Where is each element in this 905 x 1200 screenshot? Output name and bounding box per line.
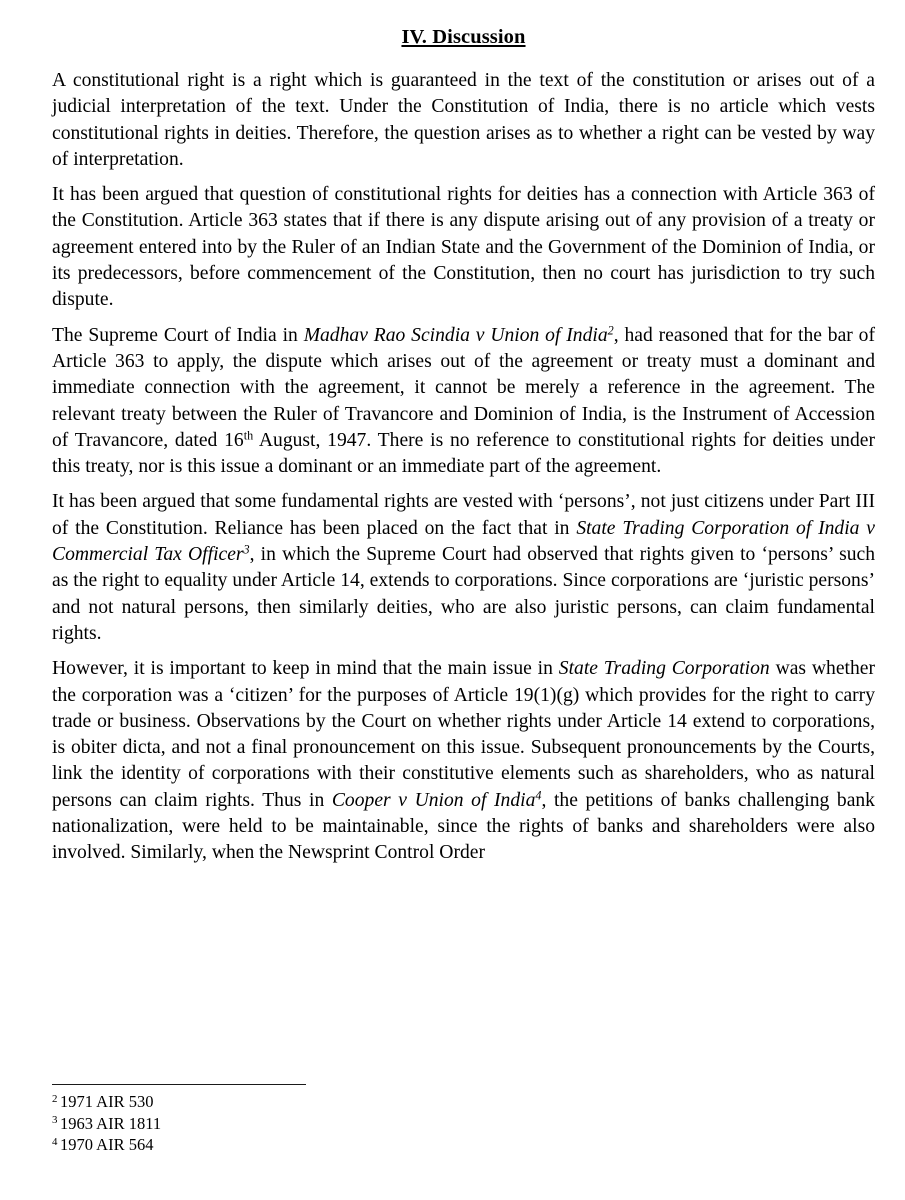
page-title xyxy=(52,24,875,50)
paragraph-3 xyxy=(52,323,875,481)
case-citation-italic: State Trading Corporation of India v Commercial Tax Officer xyxy=(52,517,875,566)
paragraph-text-run: , the petitions of banks challenging bank nationalization, were held to be maintainable, since the rights of banks and shareholders were also involved. Similarly, when the Newsprint Control Order xyxy=(52,789,875,864)
page-body xyxy=(52,24,875,867)
footnote-reference-marker: 3 xyxy=(243,542,250,557)
footnote-number: 4 xyxy=(52,1135,58,1148)
paragraph-text-run: August, 1947. There is no reference to constitutional rights for deities under this treaty, nor is this issue a dominant or an immediate part of the agreement. xyxy=(52,429,875,478)
footnotes-section xyxy=(52,1084,875,1156)
footnote-text: 1963 AIR 1811 xyxy=(59,1113,162,1133)
footnote-reference-marker: 2 xyxy=(607,323,614,338)
footnote-separator-rule xyxy=(52,1084,306,1085)
paragraph-5 xyxy=(52,656,875,866)
paragraph-text-run: A constitutional right is a right which is guaranteed in the text of the constitution or arises out of a judicial interpretation of the text. Under the Constitution of India, there is no article which vests constitutional rights in deities. Therefore, the question arises as to whether a right can be vested by way of interpretation. xyxy=(52,70,875,170)
paragraph-text-run: , had reasoned that for the bar of Article 363 to apply, the dispute which arises out of the agreement or treaty must a dominant and immediate connection with the agreement, it cannot be merely a reference in the agreement. The relevant treaty between the Ruler of Travancore and Dominion of India, is the Instrument of Accession of Travancore, dated 16 xyxy=(52,324,875,451)
footnote-list xyxy=(52,1091,875,1156)
paragraph-text-run: The Supreme Court of India in xyxy=(52,324,304,346)
footnote-reference-marker: 4 xyxy=(535,788,542,803)
case-citation-italic: Madhav Rao Scindia v Union of India xyxy=(303,324,608,346)
paragraph-text-run: was whether the corporation was a ‘citizen’ for the purposes of Article 19(1)(g) which provides for the right to carry trade or business. Observations by the Court on whether rights under Article 14 extend to corporations, is obiter dicta, and not a final pronouncement on this issue. Subsequent pronouncements by the Courts, link the identity of corporations with their constitutive elements such as shareholders, who as natural persons can claim rights. Thus in xyxy=(52,658,875,811)
footnote-number: 3 xyxy=(52,1114,58,1127)
footnote-text: 1970 AIR 564 xyxy=(59,1135,154,1154)
paragraph-text-run: However, it is important to keep in mind that the main issue in xyxy=(52,658,559,680)
footnote-text: 1971 AIR 530 xyxy=(59,1092,154,1111)
footnote-item xyxy=(52,1091,875,1113)
case-citation-italic: Cooper v Union of India xyxy=(331,789,536,811)
paragraph-text-run: It has been argued that some fundamental rights are vested with ‘persons’, not just citizens under Part III of the Constitution. Reliance has been placed on the fact that in xyxy=(52,491,875,539)
page-title-text: IV. Discussion xyxy=(401,26,526,48)
footnote-item xyxy=(52,1113,875,1135)
paragraph-2 xyxy=(52,182,875,313)
paragraph-4 xyxy=(52,489,875,647)
paragraph-text-run: , in which the Supreme Court had observed that rights given to ‘persons’ such as the right to equality under Article 14, extends to corporations. Since corporations are ‘juristic persons’ and not natural persons, then similarly deities, who are also juristic persons, can claim fundamental rights. xyxy=(52,544,876,644)
case-citation-italic: State Trading Corporation xyxy=(558,658,770,680)
paragraph-1 xyxy=(52,68,875,173)
footnote-number: 2 xyxy=(52,1092,58,1105)
footnote-item xyxy=(52,1134,875,1156)
footnote-reference-marker: th xyxy=(243,428,254,443)
paragraph-text-run: It has been argued that question of constitutional rights for deities has a connection with Article 363 of the Constitution. Article 363 states that if there is any dispute arising out of any provision of a treaty or agreement entered into by the Ruler of an Indian State and the Government of the Dominion of India, or its predecessors, before commencement of the Constitution, then no court has jurisdiction to try such dispute. xyxy=(52,184,875,311)
